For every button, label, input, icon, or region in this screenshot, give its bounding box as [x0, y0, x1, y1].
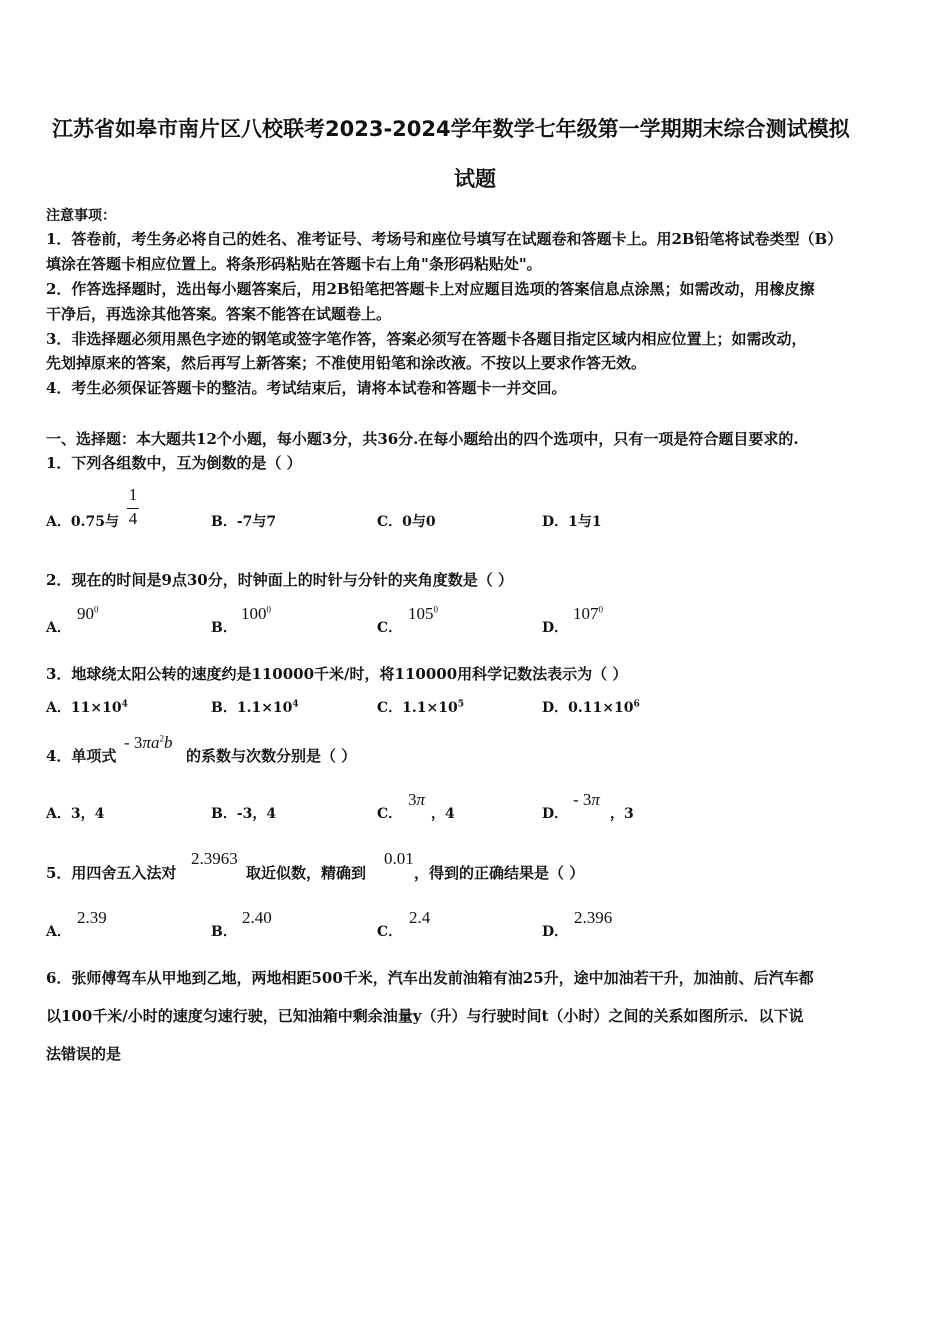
option-c-degree: ，4	[431, 806, 455, 822]
precision-value: 0.01	[384, 849, 414, 868]
option-a-value: 2.39	[77, 908, 107, 927]
option-c: C．	[377, 620, 403, 636]
option-a: A．	[46, 620, 71, 636]
notice-line: 1．答卷前，考生务必将自己的姓名、准考证号、考场号和座位号填写在试题卷和答题卡上。用2B铅笔将试卷类型（B）	[46, 230, 843, 248]
question-stem-start: 4．单项式	[46, 747, 117, 765]
question-stem-line: 6．张师傅驾车从甲地到乙地，两地相距500千米，汽车出发前油箱有油25升，途中加油若干升，加油前、后汽车都	[46, 969, 814, 987]
number-value: 2.3963	[191, 849, 238, 868]
option-d: D．1与1	[542, 514, 602, 530]
question-stem: 2．现在的时间是9点30分，时钟面上的时针与分针的夹角度数是（ ）	[46, 571, 513, 589]
option-b: B．-7与7	[211, 514, 277, 530]
notice-line: 填涂在答题卡相应位置上。将条形码粘贴在答题卡右上角"条形码粘贴处"。	[46, 255, 542, 273]
page-title: 江苏省如皋市南片区八校联考2023-2024学年数学七年级第一学期期末综合测试模拟	[52, 117, 850, 141]
notice-line: 先划掉原来的答案，然后再写上新答案；不准使用铅笔和涂改液。不按以上要求作答无效。	[46, 354, 647, 372]
question-stem-line: 法错误的是	[46, 1045, 122, 1063]
option-d-value: 2.396	[574, 908, 613, 927]
notice-line: 4．考生必须保证答题卡的整洁。考试结束后，请将本试卷和答题卡一并交回。	[46, 379, 567, 397]
option-d-expression: - 3π	[573, 790, 600, 809]
option-c-expression: 3π	[408, 790, 426, 809]
option-b: B．$1.1\times 10^4$	[211, 699, 299, 716]
option-b-value: $100^0$	[241, 604, 271, 623]
question-stem-start: 5．用四舍五入法对	[46, 864, 177, 882]
option-c: C．	[377, 924, 403, 940]
question-stem-middle: 取近似数，精确到	[246, 864, 367, 882]
question-stem-end: 的系数与次数分别是（ ）	[186, 747, 357, 765]
page-title-continued: 试题	[454, 167, 496, 191]
option-c: C．$1.1\times 10^5$	[377, 699, 464, 716]
option-c: C．0与0	[377, 514, 436, 530]
option-d: D．	[542, 806, 569, 822]
option-a-value: $90^0$	[77, 604, 99, 623]
option-b: B．-3，4	[211, 806, 277, 822]
option-d: D．	[542, 924, 569, 940]
monomial-expression: - $3\pi a^2b$	[124, 733, 173, 752]
question-stem: 1．下列各组数中，互为倒数的是（ ）	[46, 454, 302, 472]
option-a: A．3，4	[46, 806, 105, 822]
notice-line: 干净后，再选涂其他答案。答案不能答在试题卷上。	[46, 305, 392, 323]
option-d: D．$0.11\times 10^6$	[542, 699, 640, 716]
option-d-degree: ，3	[610, 806, 634, 822]
fraction-numerator: 1	[128, 485, 138, 504]
notice-line: 2．作答选择题时，选出每小题答案后，用2B铅笔把答题卡上对应题目选项的答案信息点涂黑；如需改动，用橡皮擦	[46, 280, 815, 298]
notice-heading: 注意事项：	[46, 208, 116, 224]
question-stem: 3．地球绕太阳公转的速度约是110000千米/时，将110000用科学记数法表示为（ ）	[46, 665, 628, 683]
option-b-value: 2.40	[242, 908, 272, 927]
option-a: A．$11\times 10^4$	[46, 699, 128, 716]
option-b: B．	[211, 924, 237, 940]
option-a: A．	[46, 924, 71, 940]
fraction-denominator: 4	[128, 509, 138, 528]
question-stem-line: 以100千米/小时的速度匀速行驶，已知油箱中剩余油量y（升）与行驶时间t（小时）之间的关系如图所示．以下说	[46, 1007, 804, 1025]
option-c-value: $105^0$	[408, 604, 438, 623]
option-a: A．0.75与	[46, 514, 119, 530]
question-stem-end: ，得到的正确结果是（ ）	[414, 864, 585, 882]
option-b: B．	[211, 620, 237, 636]
notice-line: 3．非选择题必须用黑色字迹的钢笔或签字笔作答，答案必须写在答题卡各题目指定区域内相应位置上；如需改动，	[46, 330, 807, 348]
section-heading: 一、选择题：本大题共12个小题，每小题3分，共36分.在每小题给出的四个选项中，只有一项是符合题目要求的.	[46, 430, 799, 448]
option-c: C．	[377, 806, 403, 822]
option-c-value: 2.4	[409, 908, 431, 927]
option-d-value: $107^0$	[573, 604, 603, 623]
option-d: D．	[542, 620, 569, 636]
